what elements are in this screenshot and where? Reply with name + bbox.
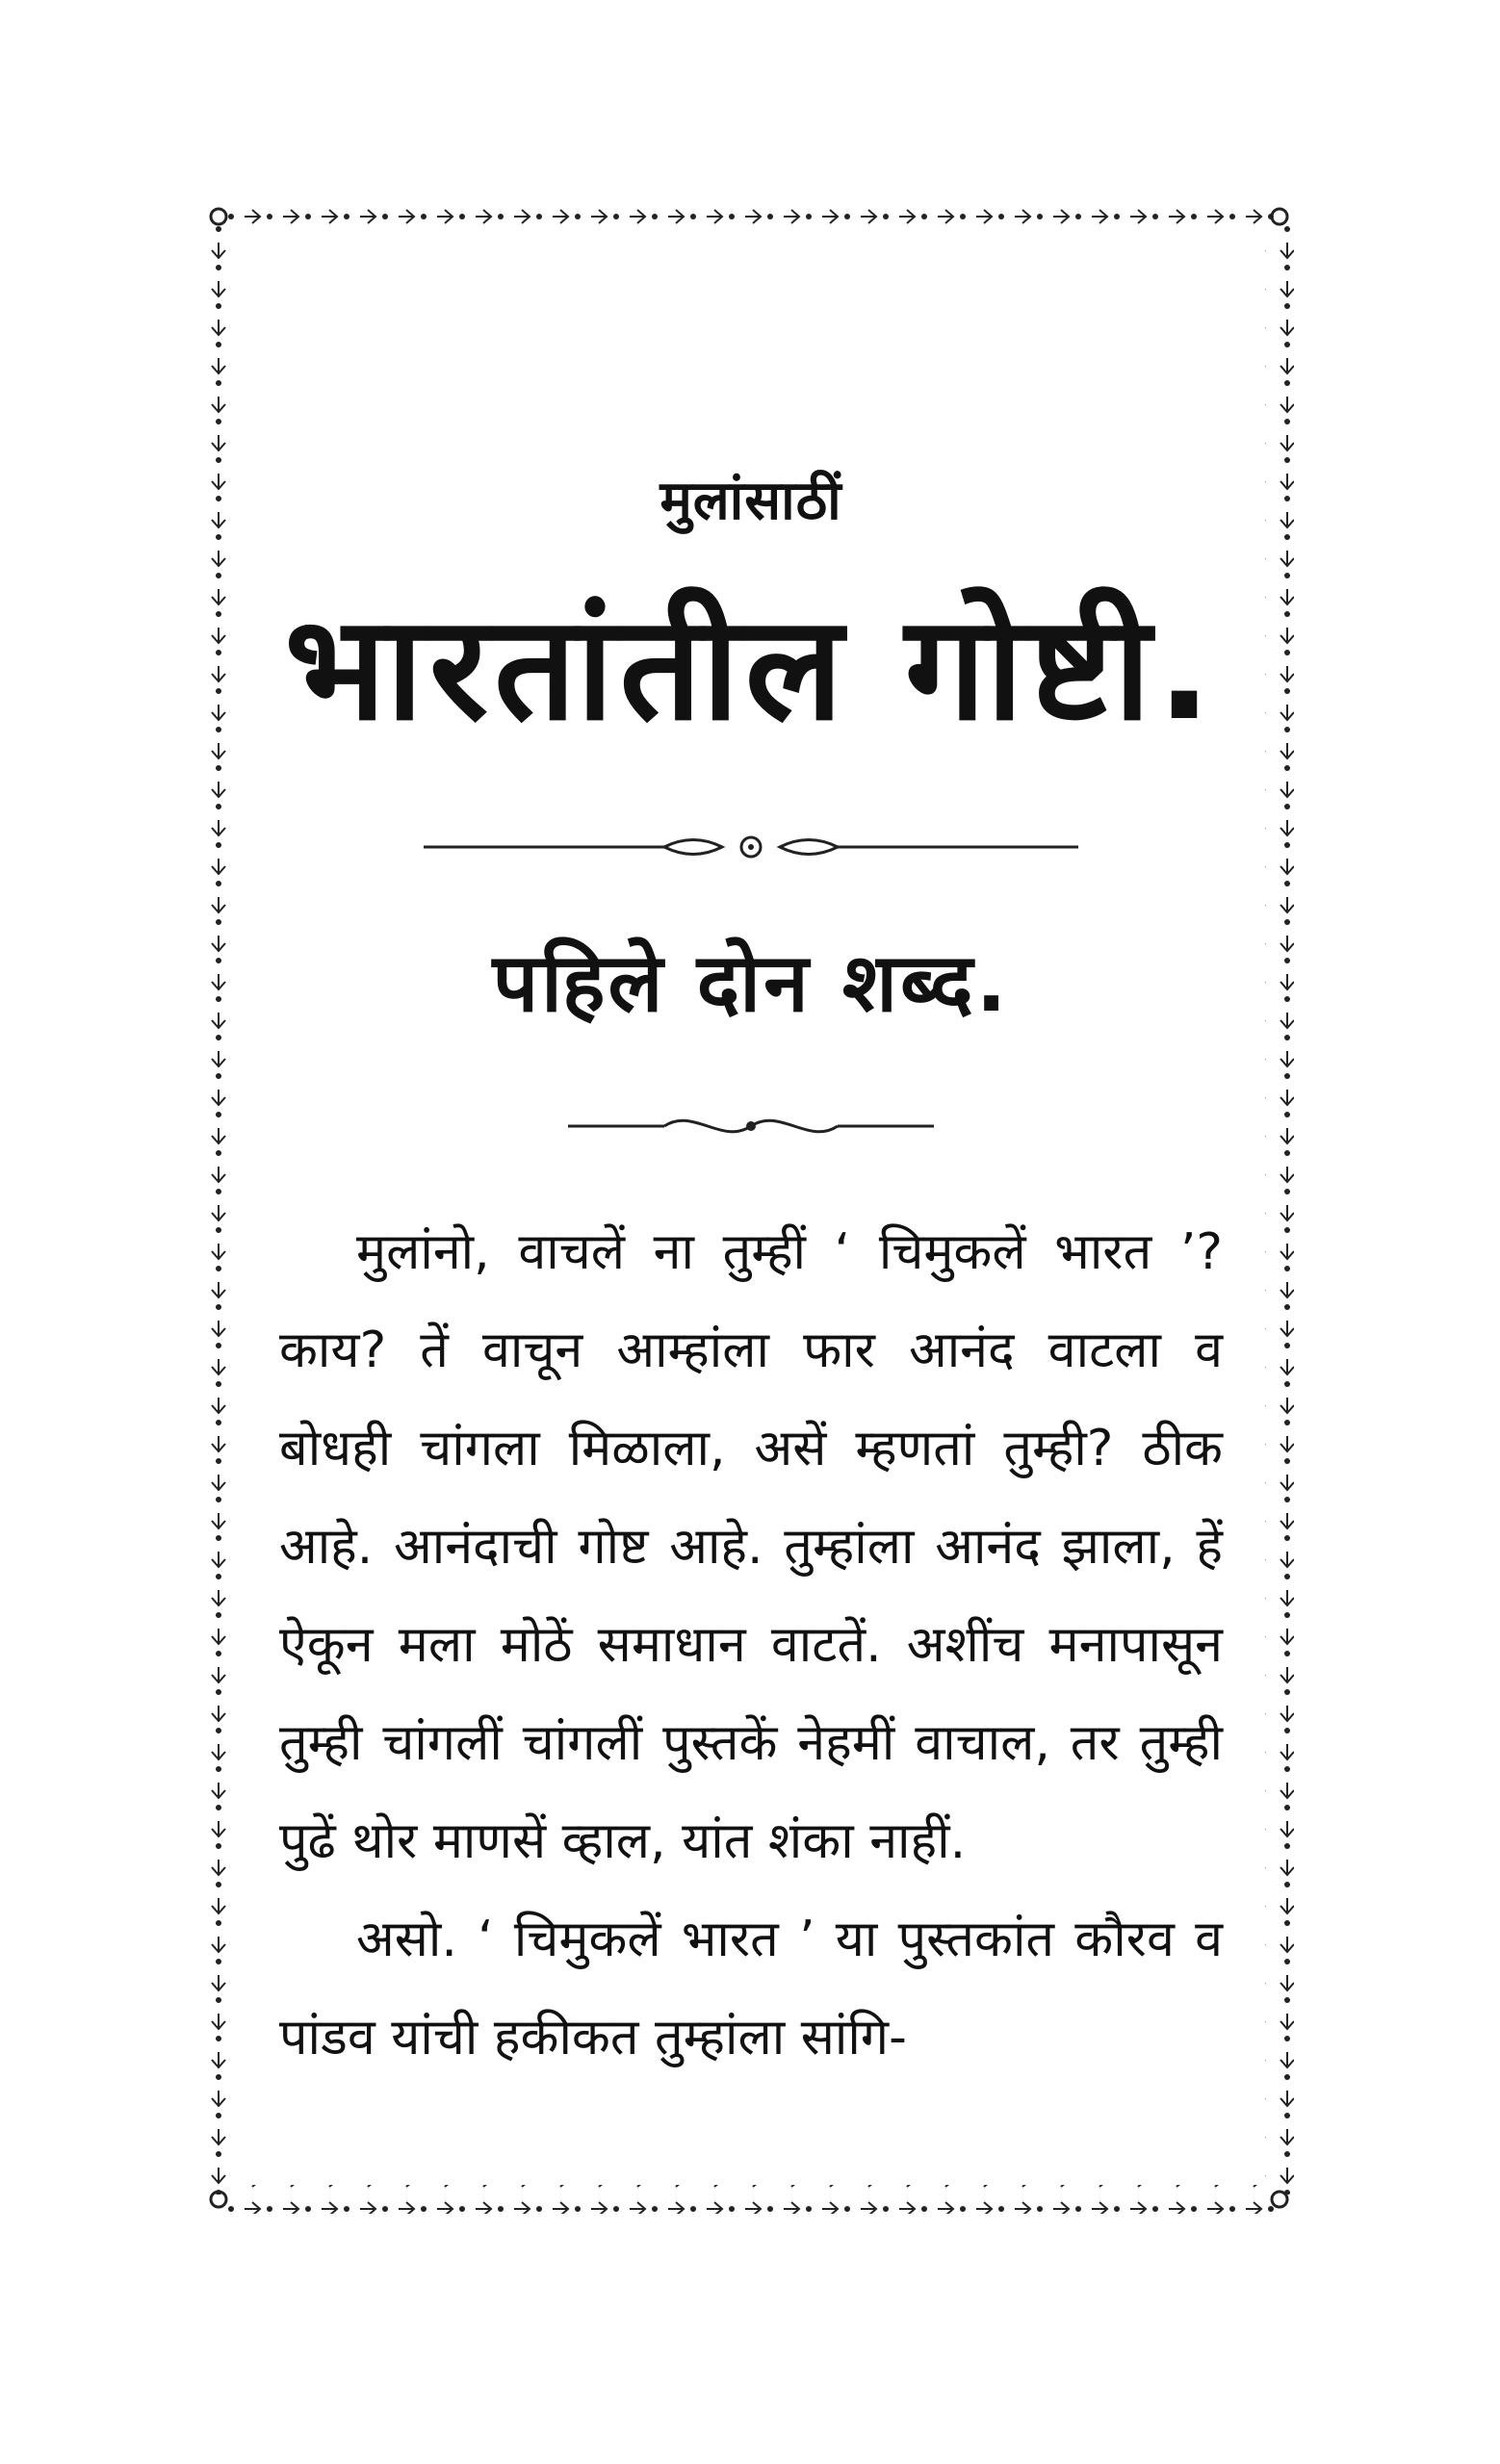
divider-flourish-icon xyxy=(568,1107,934,1145)
paragraph-1: मुलांनो, वाचलें ना तुम्हीं ‘ चिमुकलें भारत ’? काय? तें वाचून आम्हांला फार आनंद वाटला व बोधही चांगला मिळाला, असें म्हणतां तुम्ही? ठीक आहे. आनंदाची गोष्ट आहे. तुम्हांला आनंद झाला, हें ऐकून मला मोठें समाधान वाटतें. अशींच मनापासून तुम्ही चांगलीं चांगलीं पुस्तकें नेहमीं वाचाल, तर तुम्ही पुढें थोर माणसें व्हाल, यांत शंका नाहीं. xyxy=(279,1223,1223,1870)
page-subtitle: मुलांसाठीं xyxy=(659,470,842,532)
ornamental-divider-top xyxy=(424,828,1078,866)
body-text xyxy=(279,1203,1223,2087)
paragraph-2: असो. ‘ चिमुकलें भारत ’ या पुस्तकांत कौरव व पांडव यांची हकीकत तुम्हांला सांगि- xyxy=(279,1911,1223,2066)
divider-ornament-icon xyxy=(424,828,1078,866)
ornamental-divider-bottom xyxy=(568,1107,934,1145)
section-heading: पहिले दोन शब्द. xyxy=(492,936,1010,1030)
page-title: भारतांतील गोष्टी. xyxy=(284,585,1218,753)
